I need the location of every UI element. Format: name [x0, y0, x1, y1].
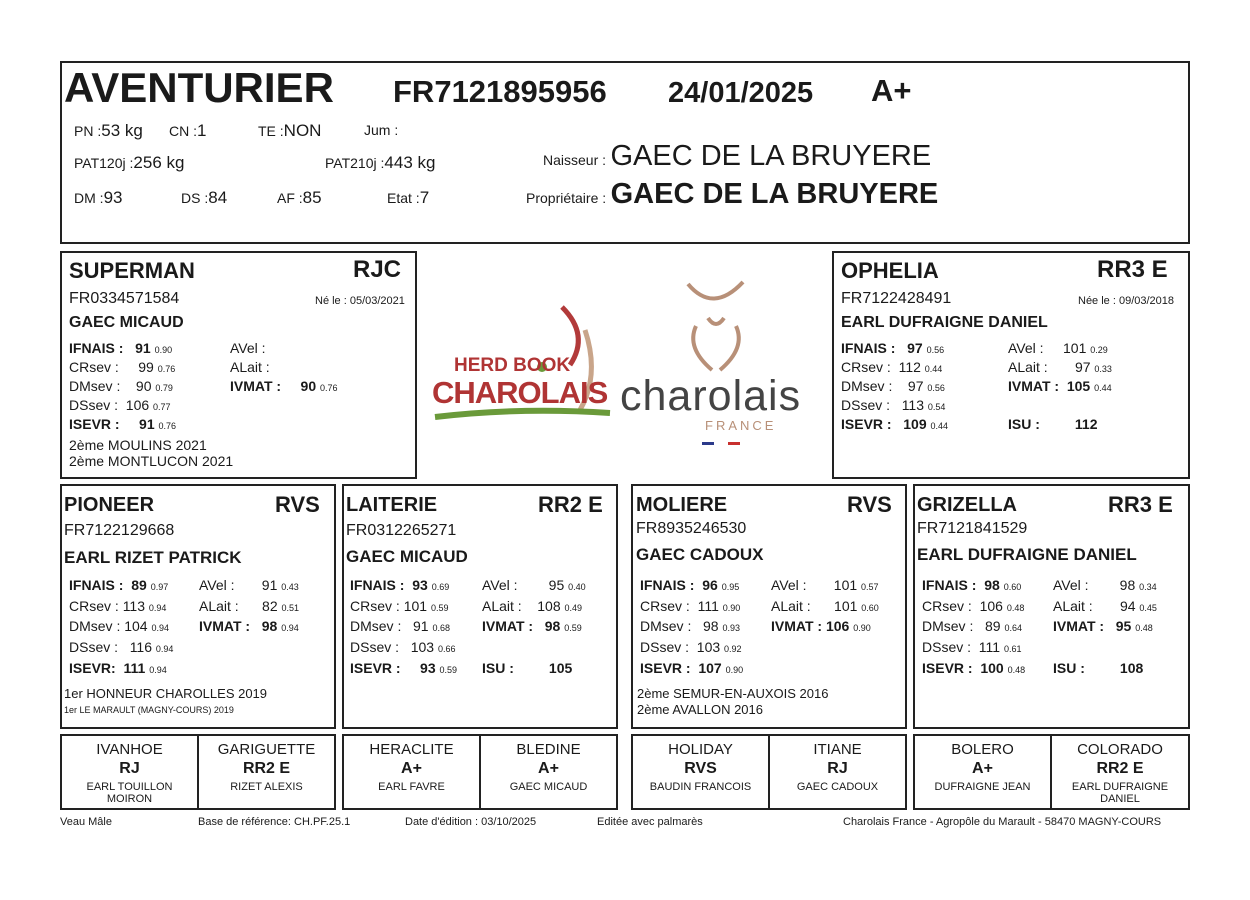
- jum-field: Jum :: [364, 122, 399, 138]
- gp1-ifnais: IFNAIS : 89 0.97: [69, 577, 169, 593]
- ggp-cell: [481, 734, 616, 793]
- dam-avel: AVel : 101 0.29: [1008, 340, 1108, 356]
- sire-ivmat: IVMAT : 90 0.76: [230, 378, 338, 394]
- ggp-name: HOLIDAY: [668, 741, 733, 758]
- gp2-isu: ISU : 105: [482, 660, 573, 676]
- gp3-name: MOLIERE: [636, 494, 728, 516]
- sire-crsev: CRsev : 99 0.76: [69, 359, 176, 375]
- gp2-crsev: CRsev : 101 0.59: [350, 598, 449, 614]
- ggp-grade: A+: [538, 760, 559, 777]
- gp3-ifnais: IFNAIS : 96 0.95: [640, 577, 740, 593]
- ggp-grade: RR2 E: [242, 760, 291, 777]
- gp1-palmares-2: 1er LE MARAULT (MAGNY-COURS) 2019: [64, 705, 234, 715]
- gp4-ifnais: IFNAIS : 98 0.60: [922, 577, 1022, 593]
- sire-dssev: DSsev : 106 0.77: [69, 397, 171, 413]
- gp4-grade: RR3 E: [1108, 492, 1173, 517]
- herd-book-logo: [430, 295, 620, 425]
- sire-avel: AVel :: [230, 340, 266, 356]
- footer-edition-date: Date d'édition : 03/10/2025: [405, 816, 537, 828]
- ggp-name: BLEDINE: [516, 741, 581, 758]
- gp2-alait: ALait : 108 0.49: [482, 598, 583, 614]
- dm-field: DM :93: [74, 188, 123, 207]
- ggp-cell: [199, 734, 334, 793]
- ggp-grade: RJ: [827, 760, 848, 777]
- animal-id: FR7121895956: [393, 74, 607, 109]
- animal-grade: A+: [871, 73, 912, 108]
- af-field: AF :85: [277, 188, 322, 207]
- gp3-owner: GAEC CADOUX: [636, 545, 764, 564]
- gp4-dmsev: DMsev : 89 0.64: [922, 618, 1023, 634]
- pat120-field: PAT120j :256 kg: [74, 153, 185, 172]
- gp3-id: FR8935246530: [636, 520, 747, 537]
- gp4-id: FR7121841529: [917, 520, 1028, 537]
- sire-born: Né le : 05/03/2021: [315, 295, 405, 307]
- footer-base: Base de référence: CH.PF.25.1: [198, 816, 351, 828]
- sire-id: FR0334571584: [69, 290, 180, 307]
- dam-born: Née le : 09/03/2018: [1078, 295, 1175, 307]
- gp4-ivmat: IVMAT : 95 0.48: [1053, 618, 1153, 634]
- ggp-name: BOLERO: [951, 741, 1014, 758]
- ggp-cell: [1052, 734, 1188, 805]
- ggp-cell: [62, 734, 197, 805]
- gp4-dssev: DSsev : 111 0.61: [922, 639, 1022, 655]
- gp1-owner: EARL RIZET PATRICK: [64, 548, 242, 567]
- gp3-avel: AVel : 101 0.57: [771, 577, 879, 593]
- gp2-ivmat: IVMAT : 98 0.59: [482, 618, 582, 634]
- dam-dssev: DSsev : 113 0.54: [841, 397, 946, 413]
- ggp-cell: [344, 734, 479, 793]
- footer-palmares-note: Editée avec palmarès: [597, 816, 703, 828]
- gp4-crsev: CRsev : 106 0.48: [922, 598, 1025, 614]
- sire-grade: RJC: [353, 256, 402, 283]
- dam-grade: RR3 E: [1097, 256, 1168, 283]
- gp2-owner: GAEC MICAUD: [346, 547, 468, 566]
- dam-isevr: ISEVR : 109 0.44: [841, 416, 949, 432]
- gp4-owner: EARL DUFRAIGNE DANIEL: [917, 545, 1137, 564]
- gp2-avel: AVel : 95 0.40: [482, 577, 586, 593]
- ggp-grade: A+: [401, 760, 422, 777]
- gp2-id: FR0312265271: [346, 522, 457, 539]
- ggp-owner: DUFRAIGNE JEAN: [934, 781, 1031, 793]
- footer-sex: Veau Mâle: [60, 816, 112, 828]
- gp1-grade: RVS: [275, 492, 320, 517]
- naisseur-field: Naisseur : GAEC DE LA BRUYERE: [543, 140, 932, 172]
- gp1-ivmat: IVMAT : 98 0.94: [199, 618, 299, 634]
- dam-alait: ALait : 97 0.33: [1008, 359, 1112, 375]
- ggp-name: GARIGUETTE: [217, 741, 316, 758]
- gp3-palmares-2: 2ème AVALLON 2016: [637, 702, 763, 717]
- gp3-isevr: ISEVR : 107 0.90: [640, 660, 744, 676]
- ggp-owner: EARL TOUILLON MOIRON: [86, 781, 173, 805]
- gp3-grade: RVS: [847, 492, 892, 517]
- dam-dmsev: DMsev : 97 0.56: [841, 378, 945, 394]
- dam-id: FR7122428491: [841, 290, 952, 307]
- sire-isevr: ISEVR : 91 0.76: [69, 416, 177, 432]
- gp1-dmsev: DMsev : 104 0.94: [69, 618, 170, 634]
- gp1-name: PIONEER: [64, 494, 155, 516]
- ggp-grade: RJ: [119, 760, 140, 777]
- ggp-cell: [633, 734, 768, 793]
- cn-field: CN :1: [169, 121, 207, 140]
- gp1-alait: ALait : 82 0.51: [199, 598, 300, 614]
- gp3-dssev: DSsev : 103 0.92: [640, 639, 742, 655]
- gp4-avel: AVel : 98 0.34: [1053, 577, 1157, 593]
- ggp-name: HERACLITE: [369, 741, 454, 758]
- te-field: TE :NON: [258, 121, 322, 140]
- sire-dmsev: DMsev : 90 0.79: [69, 378, 173, 394]
- gp2-ifnais: IFNAIS : 93 0.69: [350, 577, 450, 593]
- ds-field: DS :84: [181, 188, 228, 207]
- ggp-cell: [770, 734, 905, 793]
- pn-field: PN :53 kg: [74, 121, 143, 140]
- gp4-isevr: ISEVR : 100 0.48: [922, 660, 1026, 676]
- sire-palmares-1: 2ème MOULINS 2021: [69, 437, 207, 453]
- gp3-crsev: CRsev : 111 0.90: [640, 598, 741, 614]
- animal-date: 24/01/2025: [668, 77, 814, 109]
- gp1-id: FR7122129668: [64, 522, 175, 539]
- ggp-cell: [915, 734, 1050, 793]
- gp1-isevr: ISEVR: 111 0.94: [69, 660, 167, 676]
- gp1-dssev: DSsev : 116 0.94: [69, 639, 174, 655]
- gp2-name: LAITERIE: [346, 494, 438, 516]
- ggp-grade: A+: [972, 760, 993, 777]
- sire-owner: GAEC MICAUD: [69, 314, 184, 331]
- gp2-isevr: ISEVR : 93 0.59: [350, 660, 458, 676]
- ggp-grade: RVS: [684, 760, 717, 777]
- footer-address: Charolais France - Agropôle du Marault - 58470 MAGNY-COURS: [843, 816, 1162, 828]
- sire-palmares-2: 2ème MONTLUCON 2021: [69, 453, 234, 469]
- ggp-owner: RIZET ALEXIS: [230, 781, 303, 793]
- pat210-field: PAT210j :443 kg: [325, 153, 436, 172]
- herd-book-line2: CHAROLAIS: [432, 375, 608, 410]
- herd-book-line1: HERD BOOK: [454, 355, 571, 376]
- dam-ifnais: IFNAIS : 97 0.56: [841, 340, 945, 356]
- ggp-owner: GAEC MICAUD: [509, 781, 588, 793]
- gp2-dmsev: DMsev : 91 0.68: [350, 618, 451, 634]
- charolais-france-logo: [618, 278, 823, 450]
- sire-name: SUPERMAN: [69, 258, 195, 283]
- dam-ivmat: IVMAT : 105 0.44: [1008, 378, 1112, 394]
- gp3-palmares-1: 2ème SEMUR-EN-AUXOIS 2016: [637, 686, 829, 701]
- ggp-name: IVANHOE: [96, 741, 163, 758]
- dam-name: OPHELIA: [841, 258, 939, 283]
- sire-ifnais: IFNAIS : 91 0.90: [69, 340, 173, 356]
- gp4-name: GRIZELLA: [917, 494, 1017, 516]
- gp4-isu: ISU : 108: [1053, 660, 1144, 676]
- etat-field: Etat :7: [387, 188, 430, 207]
- ggp-name: COLORADO: [1077, 741, 1163, 758]
- ggp-name: ITIANE: [813, 741, 862, 758]
- gp1-avel: AVel : 91 0.43: [199, 577, 299, 593]
- gp3-ivmat: IVMAT : 106 0.90: [771, 618, 871, 634]
- ggp-owner: EARL FAVRE: [378, 781, 445, 793]
- gp1-palmares-1: 1er HONNEUR CHAROLLES 2019: [64, 686, 268, 701]
- charolais-brand: charolais: [620, 372, 802, 420]
- gp3-alait: ALait : 101 0.60: [771, 598, 879, 614]
- dam-owner: EARL DUFRAIGNE DANIEL: [841, 314, 1048, 331]
- charolais-country: FRANCE: [705, 418, 777, 433]
- gp2-grade: RR2 E: [538, 492, 603, 517]
- gp4-alait: ALait : 94 0.45: [1053, 598, 1157, 614]
- animal-name: AVENTURIER: [64, 64, 334, 111]
- ggp-grade: RR2 E: [1096, 760, 1144, 777]
- gp1-crsev: CRsev : 113 0.94: [69, 598, 167, 614]
- dam-crsev: CRsev : 112 0.44: [841, 359, 943, 375]
- dam-isu: ISU : 112: [1008, 416, 1098, 432]
- proprietaire-field: Propriétaire : GAEC DE LA BRUYERE: [526, 178, 939, 210]
- gp3-dmsev: DMsev : 98 0.93: [640, 618, 741, 634]
- ggp-owner: EARL DUFRAIGNE DANIEL: [1071, 781, 1169, 805]
- ggp-owner: BAUDIN FRANCOIS: [649, 781, 752, 793]
- ggp-owner: GAEC CADOUX: [796, 781, 879, 793]
- gp2-dssev: DSsev : 103 0.66: [350, 639, 456, 655]
- sire-alait: ALait :: [230, 359, 270, 375]
